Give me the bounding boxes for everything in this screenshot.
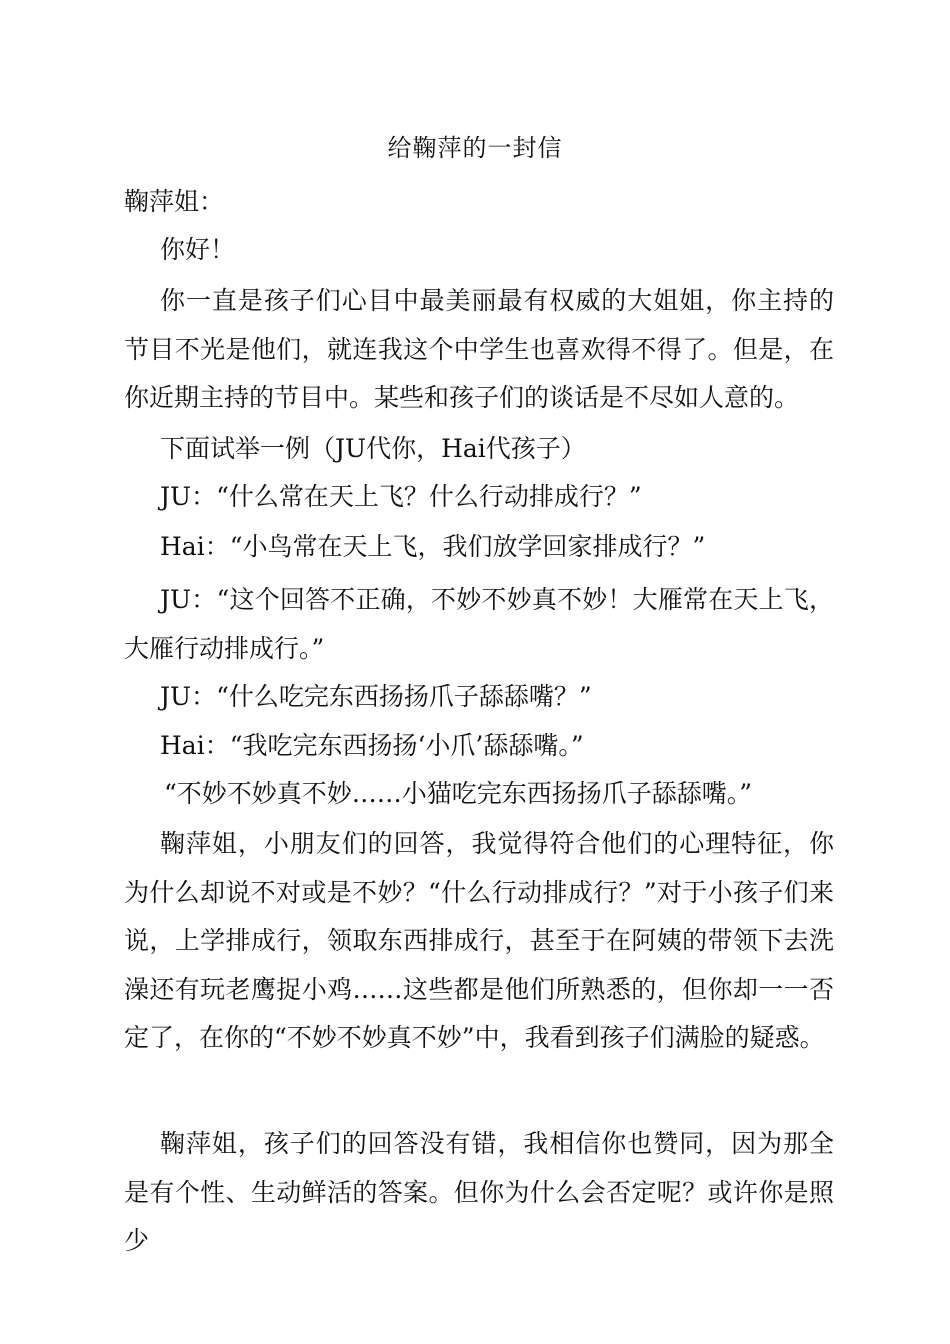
dialogue-line-3: JU：“这个回答不正确，不妙不妙真不妙！大雁常在天上飞，大雁行动排成行。”	[124, 585, 834, 663]
letter-title: 给鞠萍的一封信	[387, 134, 563, 162]
dialogue-line-4: JU：“什么吃完东西扬扬爪子舔舔嘴？”	[160, 682, 592, 711]
dialogue-line-1: JU：“什么常在天上飞？什么行动排成行？”	[160, 482, 642, 511]
paragraph-example-intro: 下面试举一例（JU代你，Hai代孩子）	[160, 434, 586, 463]
dialogue-line-2: Hai：“小鸟常在天上飞，我们放学回家排成行？”	[160, 532, 706, 561]
greeting: 你好！	[160, 235, 236, 264]
paragraph-analysis: 鞠萍姐，小朋友们的回答，我觉得符合他们的心理特征，你为什么却说不对或是不妙？“什么行动排成行？”对于小孩子们来说，上学排成行，领取东西排成行，甚至于在阿姨的带领下去洗澡还有玩老鹰捉小鸡……这些都是他们所熟悉的，但你却一一否定了，在你的“不妙不妙真不妙”中，我看到孩子们满脸的疑惑。	[124, 829, 834, 1052]
salutation: 鞠萍姐：	[124, 187, 225, 216]
paragraph-conclusion: 鞠萍姐，孩子们的回答没有错，我相信你也赞同，因为那全是有个性、生动鲜活的答案。但你为什么会否定呢？或许你是照少	[124, 1129, 834, 1255]
dialogue-line-5: Hai：“我吃完东西扬扬‘小爪’舔舔嘴。”	[160, 731, 584, 760]
dialogue-line-6: “不妙不妙真不妙……小猫吃完东西扬扬爪子舔舔嘴。”	[164, 779, 753, 808]
paragraph-intro: 你一直是孩子们心目中最美丽最有权威的大姐姐，你主持的节目不光是他们，就连我这个中学生也喜欢得不得了。但是，在你近期主持的节目中。某些和孩子们的谈话是不尽如人意的。	[124, 286, 834, 412]
